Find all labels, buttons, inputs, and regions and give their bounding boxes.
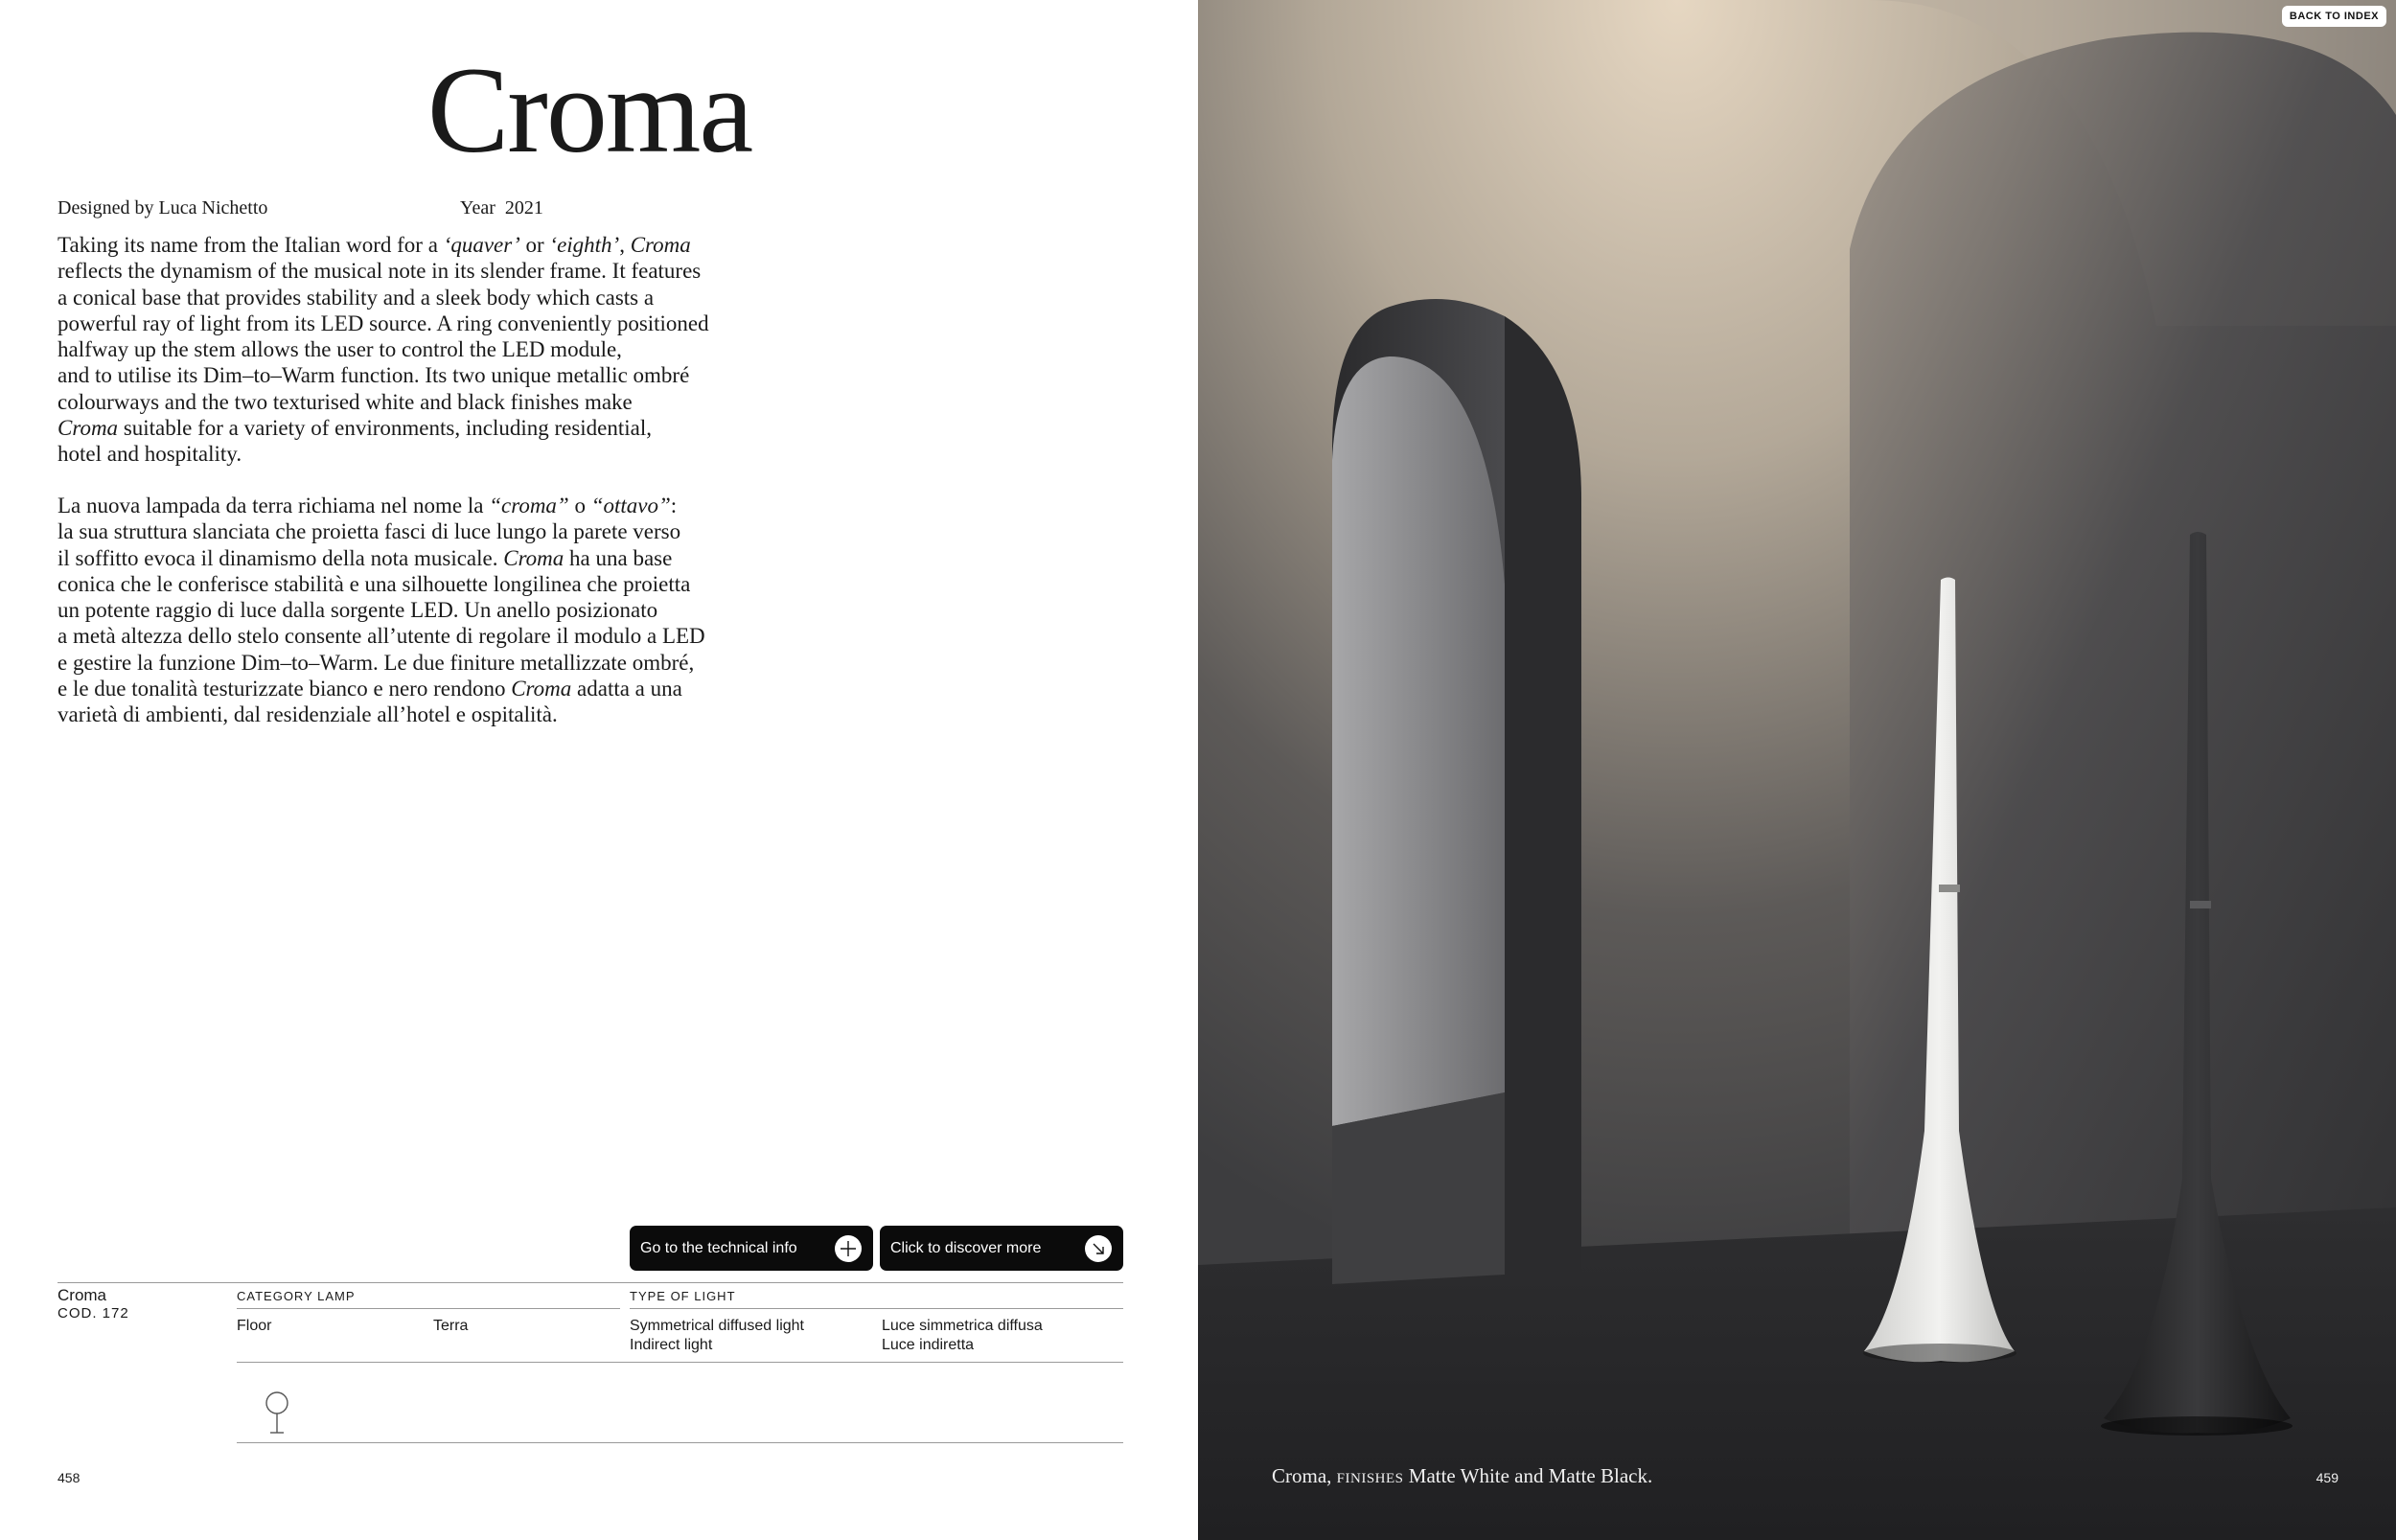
page-number-left: 458 xyxy=(58,1470,81,1485)
photo-caption xyxy=(1272,1464,1652,1488)
year-value: 2021 xyxy=(504,197,543,218)
spec-top-rule xyxy=(58,1282,1123,1283)
description-italian: La nuova lampada da terra richiama nel nome la “croma” o “ottavo”: la sua struttura slanciata che proietta fasci di luce lungo la parete verso il soffitto evoca il dinamismo della nota musicale. Croma ha una base conica che le conferisce stabilità e una silhouette longilinea che proietta un potente raggio di luce dalla sorgente LED. Un anello posizionato a metà altezza dello stelo consente all’utente di regolare il modulo a LED e gestire la funzione Dim–to–Warm. Le due finiture metallizzate ombré, e le due tonalità testurizzate bianco e nero rendono Croma adatta a una varietà di ambienti, dal residenziale all’hotel e ospitalità. xyxy=(58,494,705,727)
year-info xyxy=(460,197,543,219)
category-label: CATEGORY LAMP xyxy=(237,1289,356,1303)
category-english: Floor xyxy=(237,1318,272,1334)
spec-product-name: Croma xyxy=(58,1286,107,1304)
light-italian: Luce simmetrica diffusa Luce indiretta xyxy=(882,1318,1043,1353)
spec-bottom-rule xyxy=(237,1442,1123,1443)
description-english: Taking its name from the Italian word for a ‘quaver’ or ‘eighth’, Croma reflects the dynamism of the musical note in its slender frame. It features a conical base that provides stability and a sleek body which casts a powerful ray of light from its LED source. A ring conveniently positioned halfway up the stem allows the user to control the LED module, and to utilise its Dim–to–Warm function. Its two unique metallic ombré colourways and the two texturised white and black finishes make Croma suitable for a variety of environments, including residential, hotel and hospitality. xyxy=(58,233,709,467)
spec-product-code: COD. 172 xyxy=(58,1305,129,1322)
light-type-rule xyxy=(630,1308,1123,1309)
floor-lamp-icon xyxy=(264,1390,290,1441)
spec-middle-rule xyxy=(237,1362,1123,1363)
caption-rest: Matte White and Matte Black. xyxy=(1408,1464,1653,1487)
year-label: Year xyxy=(460,197,495,218)
light-type-label: TYPE OF LIGHT xyxy=(630,1289,736,1303)
discover-more-label: Click to discover more xyxy=(890,1239,1042,1256)
technical-info-button[interactable] xyxy=(630,1226,873,1271)
product-title: Croma xyxy=(426,42,752,178)
product-photo xyxy=(1198,0,2396,1540)
caption-finishes: finishes xyxy=(1336,1464,1404,1487)
page-number-right: 459 xyxy=(2315,1470,2338,1485)
light-english: Symmetrical diffused light Indirect light xyxy=(630,1318,804,1353)
technical-info-label: Go to the technical info xyxy=(640,1239,797,1256)
category-rule xyxy=(237,1308,620,1309)
designer-credit: Designed by Luca Nichetto xyxy=(58,197,268,218)
caption-name: Croma, xyxy=(1272,1464,1332,1487)
back-to-index-button[interactable]: BACK TO INDEX xyxy=(2282,6,2386,27)
right-page xyxy=(1198,0,2396,1540)
discover-more-button[interactable] xyxy=(880,1226,1123,1271)
category-italian: Terra xyxy=(433,1318,469,1334)
arrow-down-right-icon xyxy=(1085,1235,1112,1262)
plus-icon xyxy=(835,1235,862,1262)
